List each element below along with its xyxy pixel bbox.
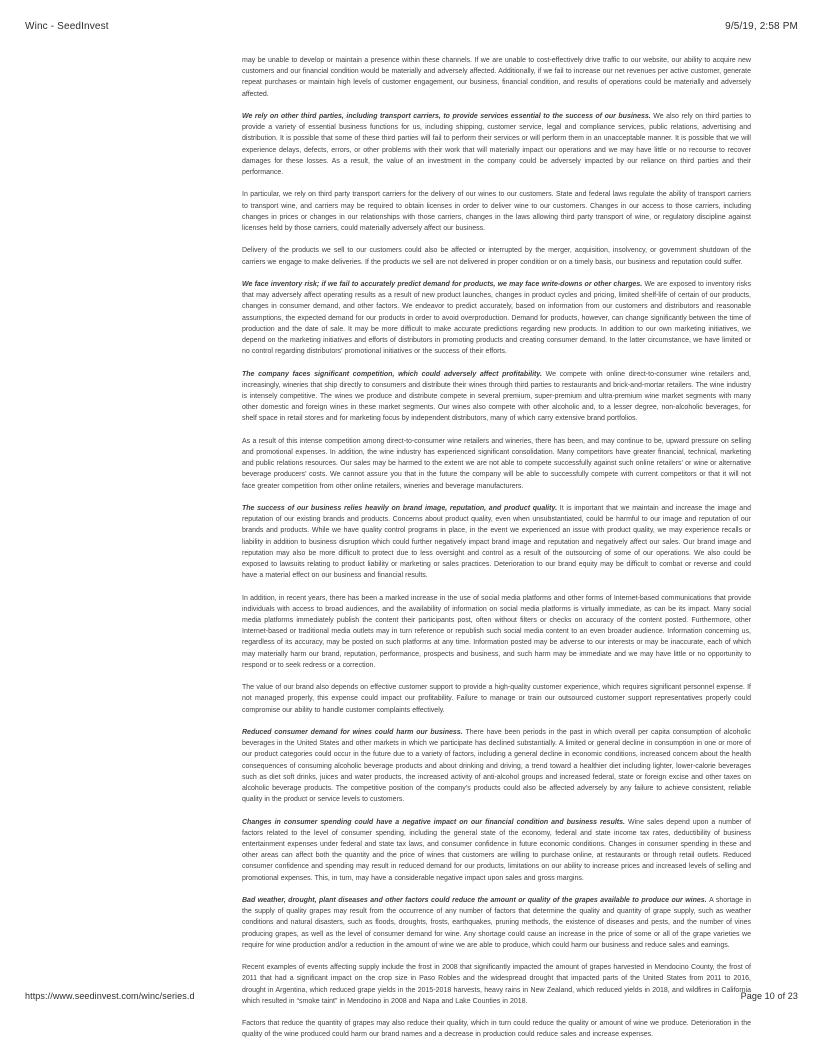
paragraph-text: We also rely on third parties to provide a variety of essential business functions for us, including shipping, customer service, legal and compliance services, public relations, advertising and distribution. It is possible that some of these third parties will fail to perform their services or will perform them in an unacceptable manner. It is possible that we will experience delays, defects, errors, or other problems with their work that will materially impact our operations and we may have little or no recourse to recover damages for these losses. As a result, the value of an investment in the company could be adversely impacted by our reliance on third parties and their performance.	[242, 113, 752, 177]
page-number: Page 10 of 23	[740, 991, 798, 1001]
paragraph-text: A shortage in the supply of quality grapes may result from the occurrence of any number of factors that determine the quality and quantity of grape supply, such as weather conditions and natural disasters, such as floods, droughts, frosts, earthquakes, pruning methods, the existence of diseases and pests, and the number of vines producing grapes, as well as the level of consumer demand for wine. Any shortage could cause an increase in the price of some or all of the grape varieties we require for wine production and/or a reduction in the amount of wine we are able to produce, which could harm our business and reduce sales and earnings.	[242, 897, 751, 949]
paragraph-text: Delivery of the products we sell to our customers could also be affected or interrupted by the merger, acquisition, insolvency, or government shutdown of the carriers we engage to make deliveries. If the products we sell are not delivered in proper condition or on a timely basis, our business and reputation could suffer.	[242, 247, 751, 266]
paragraph-lead: Reduced consumer demand for wines could harm our business.	[242, 729, 466, 737]
paragraph	[242, 1018, 751, 1040]
paragraph	[242, 55, 751, 100]
paragraph-lead: The success of our business relies heavily on brand image, reputation, and product quality.	[242, 505, 560, 513]
paragraph-text: The value of our brand also depends on effective customer support to provide a high-quality customer experience, which requires significant personnel expense. If not managed properly, this expense could impact our profitability. Failure to manage or train our outsourced customer support representatives properly could compromise our ability to handle customer complaints effectively.	[242, 684, 751, 714]
paragraph	[242, 593, 751, 671]
paragraph-text: We compete with online direct-to-consumer wine retailers and, increasingly, wineries that ship directly to consumers and distribute their wines through third parties to restaurants and brick-and-mortar retailers. The wine industry is intensely competitive. The wines we produce and distribute compete in several premium, super-premium and ultra-premium wine market segments with many other domestic and foreign wines in these market segments. Our wines also compete with other alcoholic and, to a lesser degree, non-alcoholic beverages, for shelf space in retail stores and for marketing focus by independent distributors, many of which carry extensive brand portfolios.	[242, 370, 751, 423]
paragraph	[242, 111, 751, 178]
paragraph	[242, 436, 751, 492]
document-title: Winc - SeedInvest	[25, 21, 109, 32]
paragraph-lead: Changes in consumer spending could have a negative impact on our financial condition and business results.	[242, 818, 629, 826]
document-body	[242, 55, 751, 1052]
paragraph-lead: We face inventory risk; if we fail to accurately predict demand for products, we may face write-downs or other charges.	[242, 281, 645, 288]
paragraph-text: There have been periods in the past in which overall per capita consumption of alcoholic beverages in the United States and other markets in which we participate has declined substantially. A limited or general decline in consumption in one or more of our product categories could occur in the future due to a variety of factors, including a general decline in economic conditions, increased concern about the health consequences of consuming alcoholic beverage products and about drinking and driving, a trend toward a healthier diet including lighter, lower-calorie beverages such as diet soft drinks, juices and water products, the increased activity of anti-alcohol groups and increased federal, state or foreign excise and other taxes on alcoholic beverage products. The competitive position of the company’s products could also be affected adversely by any failure to achieve consistent, reliable quality in the product or service levels to customers.	[242, 729, 751, 804]
paragraph	[242, 895, 751, 951]
paragraph-lead: The company faces significant competition, which could adversely affect profitability.	[242, 370, 546, 378]
print-timestamp: 9/5/19, 2:58 PM	[725, 21, 798, 32]
paragraph-text: We are exposed to inventory risks that may adversely affect operating results as a result of new product launches, changes in product cycles and pricing, limited shelf-life of certain of our products, changes in consumer demand, and other factors. We endeavor to predict accurately, based on information from our customers and distributors and reasonable assumptions, the expected demand for our products in order to avoid overproduction. Demand for products, however, can change significantly between the time of production and the date of sale. It may be more difficult to make accurate predictions regarding new products. In addition to our own marketing initiatives, we depend on the marketing initiatives and efforts of distributors in promoting products and creating consumer demand. In the latter circumstance, we have limited or no control regarding distributors’ promotional initiatives or the success of their efforts.	[242, 281, 751, 356]
paragraph	[242, 245, 751, 267]
paragraph	[242, 503, 751, 581]
paragraph	[242, 682, 751, 716]
paragraph-text: As a result of this intense competition among direct-to-consumer wine retailers and wineries, there has been, and may continue to be, upward pressure on selling and promotional expenses. In addition, the wine industry has experienced significant consolidation. Many competitors have greater financial, technical, marketing and public relations resources. Our sales may be harmed to the extent we are not able to compete successfully against such online retailers’ or wine or alternative beverage producers’ costs. We cannot assure you that in the future the company will be able to successfully compete with current competitors or that it will not face greater competition from other online retailers, wineries and beverage manufacturers.	[242, 437, 751, 490]
paragraph-text: may be unable to develop or maintain a presence within these channels. If we are unable to cost-effectively drive traffic to our website, our ability to acquire new customers and our financial condition would be materially and adversely affected. Additionally, if we fail to increase our net revenues per active customer, generate repeat purchases or maintain high levels of customer engagement, our business, financial condition, and results of operations could be materially and adversely affected.	[242, 57, 751, 98]
paragraph-lead: Bad weather, drought, plant diseases and other factors could reduce the amount or quality of the grapes available to produce our wines.	[242, 897, 710, 905]
print-footer	[25, 991, 798, 1001]
paragraph-text: In particular, we rely on third party transport carriers for the delivery of our wines to our customers. State and federal laws regulate the ability of transport carriers to transport wine, and carriers may be required to obtain licenses in order to deliver wine to our customers. Changes in our access to those carriers, including changes in prices or changes in our relationships with those carriers, changes in the laws allowing third party transport of wine, or regulatory discipline against licenses held by those carriers, could materially adversely affect our business.	[242, 191, 751, 233]
paragraph-text: Recent examples of events affecting supply include the frost in 2008 that significantly impacted the amount of grapes harvested in Mendocino County, the frost of 2011 that had a significant impact on the crop size in Paso Robles and the widespread drought that impacted parts of the United States from 2011 to 2016, drought in Argentina, which reduced grape yields in the 2015-2018 harvests, heavy rains in New Zealand, which reduced yields in 2018, and wildfires in California which resulted in “smoke taint” in Mendocino in 2008 and Napa and Lake Counties in 2018.	[242, 964, 751, 1005]
paragraph	[242, 189, 751, 234]
print-header	[25, 21, 798, 32]
paragraph-lead: We rely on other third parties, including transport carriers, to provide services essential to the success of our business.	[242, 113, 654, 120]
paragraph-text: It is important that we maintain and increase the image and reputation of our existing brands and products. Concerns about product quality, even when unsubstantiated, could be harmful to our image and reputation of our brands and products. While we have quality control programs in place, in the event we experienced an issue with product quality, we may experience recalls or liability in addition to business disruption which could further negatively impact brand image and reputation and negatively affect our sales. Our brand image and reputation may also be more difficult to protect due to less oversight and control as a result of the outsourcing of some of our operations. We also could be exposed to lawsuits relating to product liability or marketing or sales practices. Deterioration to our brand equity may be difficult to combat or reverse and could have a material effect on our business and financial results.	[242, 505, 751, 580]
paragraph	[242, 817, 751, 884]
paragraph-text: In addition, in recent years, there has been a marked increase in the use of social media platforms and other forms of Internet-based communications that provide individuals with access to broad audiences, and the availability of information on social media platforms is virtually immediate, as can be its impact. Many social media platforms immediately publish the content their participants post, often without filters or checks on accuracy of the content posted. Furthermore, other Internet-based or traditional media outlets may in turn reference or republish such social media content to an even broader audience. Information concerning us, regardless of its accuracy, may be posted on such platforms at any time. Information posted may be adverse to our interests or may be inaccurate, each of which may materially harm our brand, reputation, performance, prospects and business, and such harm may be immediate and we may have little or no opportunity to respond or to seek redress or a correction.	[242, 594, 751, 669]
paragraph-text: Wine sales depend upon a number of factors related to the level of consumer spending, including the general state of the economy, federal and state income tax rates, deductibility of business entertainment expenses under federal and state tax laws, and consumer confidence in future economic conditions. Changes in consumer spending in these and other areas can affect both the quantity and the price of wines that customers are willing to purchase online, at restaurants or through retail outlets. Reduced consumer confidence and spending may result in reduced demand for our products, limitations on our ability to increase prices and increased levels of selling and promotional expenses. This, in turn, may have a considerable negative impact upon sales and gross margins.	[242, 818, 751, 882]
paragraph	[242, 369, 751, 425]
paragraph	[242, 279, 751, 357]
paragraph	[242, 727, 751, 805]
paragraph-text: Factors that reduce the quantity of grapes may also reduce their quality, which in turn could reduce the quality or amount of wine we produce. Deterioration in the quality of the wine produced could harm our brand names and a decrease in production could reduce sales and increase expenses.	[242, 1020, 751, 1039]
source-url: https://www.seedinvest.com/winc/series.d	[25, 991, 195, 1001]
